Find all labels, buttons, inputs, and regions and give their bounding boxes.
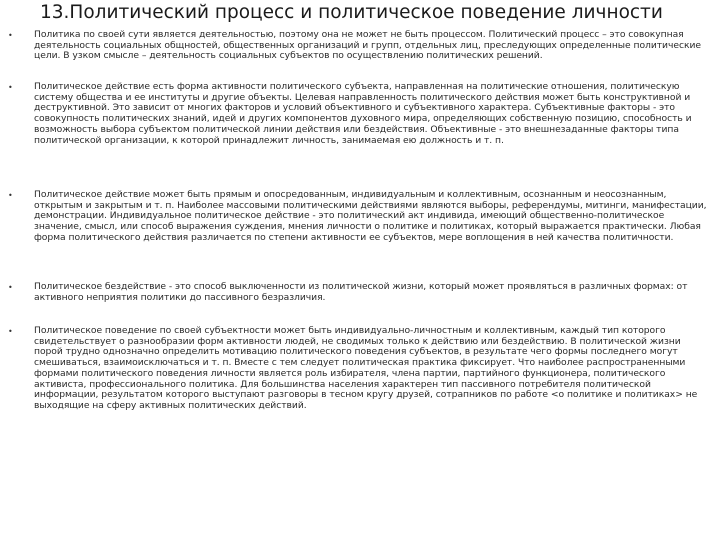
bullet-marker: •	[8, 31, 13, 40]
bullet-text: Политическое бездействие - это способ выключенности из политической жизни, который может проявляться в различных формах: от активного неприятия политики до пассивного безразличия.	[34, 281, 688, 303]
bullet-marker: •	[8, 191, 13, 200]
bullet-marker: •	[8, 83, 13, 92]
bullet-marker: •	[8, 283, 13, 292]
bullet-text: Политическое поведение по своей субъектности может быть индивидуально-личностным и коллективным, каждый тип которого свидетельствует о разнообразии форм активности людей, не сводимых только к действию или бездействию. В политической жизни порой трудно однозначно определить мотивацию политического поведения субъектов, в результате чего формы последнего могут смешиваться, взаимоисключаться и т. п. Вместе с тем следует политическая практика фиксирует. Что наиболее распространенными формами политического поведения личности является роль избирателя, члена партии, партийного функционера, политического активиста, профессионального политика. Для большинства населения характерен тип пассивного потребителя политической информации, результатом которого выступают разговоры в тесном кругу друзей, сотрапников по работе <о политике и политиках> не выходящие на сферу активных политических действий.	[34, 325, 698, 411]
bullet-marker: •	[8, 327, 13, 336]
slide-title: 13.Политический процесс и политическое поведение личности	[40, 2, 663, 23]
bullet-text: Политика по своей сути является деятельностью, поэтому она не может не быть процессом. Политический процесс – это совокупная деятельность социальных общностей, общественных организаций и групп, отдельных лиц, преследующих определенные политические цели. В узком смысле – деятельность социальных субъектов по осуществлению политических решений.	[34, 29, 701, 62]
bullet-text: Политическое действие может быть прямым и опосредованным, индивидуальным и коллективным, осознанным и неосознанным, открытым и закрытым и т. п. Наиболее массовыми политическими действиями являются выборы, референдумы, митинги, манифестации, демонстрации. Индивидуальное политическое действие - это политический акт индивида, имеющий общественно-политическое значение, смысл, или способ выражения суждения, мнения личности о политике и политиках, который выражается практически. Любая форма политического действия различается по степени активности ее субъектов, мере воплощения в ней качества политичности.	[34, 189, 707, 243]
bullet-text: Политическое действие есть форма активности политического субъекта, направленная на политические отношения, политическую систему общества и ее институты и другие объекты. Целевая направленность политического действия может быть конструктивной и деструктивной. Это зависит от многих факторов и условий объективного и субъективного характера. Субъективные факторы - это совокупность политических знаний, идей и других компонентов духовного мира, определяющих собственную позицию, способность и возможность выбора субъектом политической линии действия или бездействия. Объективные - это внешнезаданные факторы типа политической организации, к которой принадлежит личность, занимаемая ею должность и т. п.	[34, 81, 692, 146]
